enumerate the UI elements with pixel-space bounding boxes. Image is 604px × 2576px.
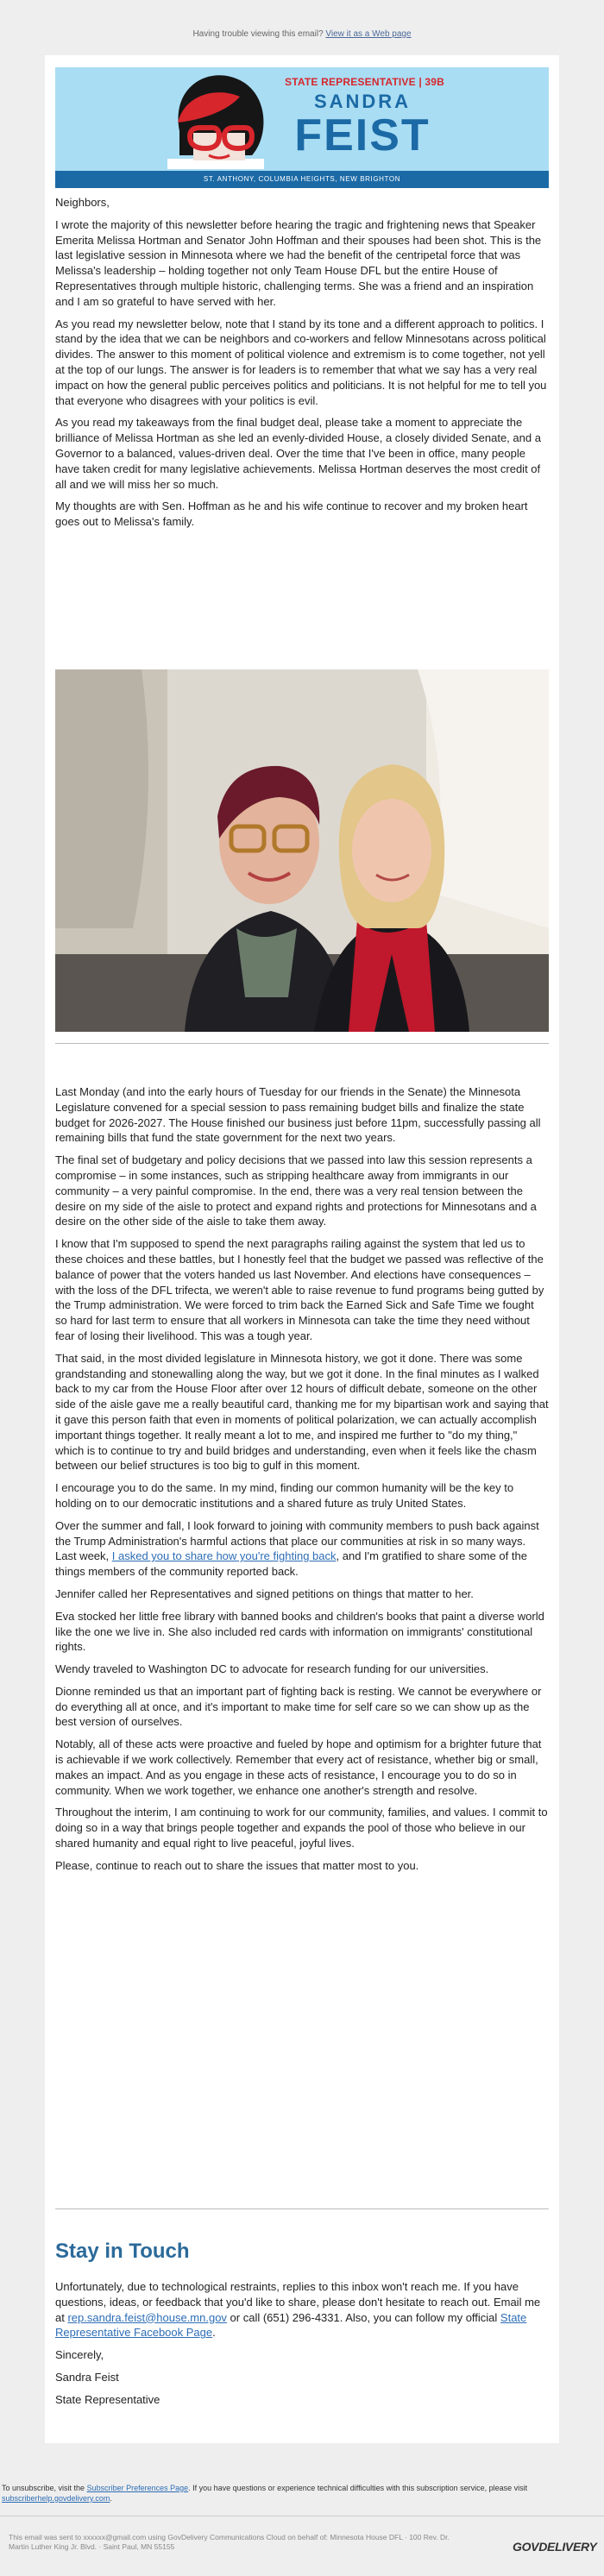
body-paragraph: Dionne reminded us that an important part of fighting back is resting. We cannot be everywhere or do everything all at once, and it's important to make time for self care so we can show up as the best version of ourselves. [55, 1684, 542, 1729]
body-paragraph: Jennifer called her Representatives and signed petitions on things that matter to her. [55, 1586, 474, 1600]
intro-paragraph: As you read my takeaways from the final budget deal, please take a moment to appreciate the brilliance of Melissa Hortman as she led an evenly-divided House, a closely divided Senate, and a Governor to a balanced, values-driven deal. Over the time that I've been in office, many people have taken credit for many legislative achievements. Melissa Hortman deserves the most credit of all and we will miss her so much. [55, 416, 541, 491]
govdelivery-logo[interactable]: GOVDELIVERY [513, 2540, 597, 2554]
p6-after: , and I'm gratified to share some of the things members of the community reported back. [55, 1549, 527, 1579]
signature-name: Sandra Feist [55, 2370, 119, 2384]
sign-off: Sincerely, [55, 2348, 104, 2362]
body-paragraph: The final set of budgetary and policy decisions that we passed into law this session represents a compromise – in some instances, such as stripping healthcare away from immigrants in our community – a very painful compromise. In the end, there was a very real tension between the desire on my side of the aisle to protect and expand rights and protections for Minnesotans and a desire on the other side of the aisle to take them away. [55, 1153, 537, 1228]
district-cities-strip: ST. ANTHONY, COLUMBIA HEIGHTS, NEW BRIGHTON [55, 171, 549, 188]
photo-illustration [55, 669, 549, 1032]
portrait-logo-icon [155, 71, 276, 169]
contact-text: or call (651) 296-4331. Also, you can follow my official [226, 2310, 500, 2324]
newsletter-banner [55, 67, 549, 188]
representative-district: STATE REPRESENTATIVE | 39B [285, 76, 445, 88]
intro-paragraph: My thoughts are with Sen. Hoffman as he and his wife continue to recover and my broken heart goes out to Melissa's family. [55, 499, 528, 529]
budget-update-section [55, 1084, 549, 1881]
body-paragraph: Last Monday (and into the early hours of Tuesday for our friends in the Senate) the Minnesota Legislature convened for a special session to pass remaining budget bills and finalize the state budget for 2026-2027. The House finished our business just before 11pm, successfully passing all remaining bills that fund the state government for the next two years. [55, 1085, 541, 1145]
body-paragraph: Please, continue to reach out to share the issues that matter most to you. [55, 1858, 419, 1872]
contact-paragraph [55, 2279, 549, 2340]
intro-section [55, 195, 549, 537]
facebook-page-link[interactable]: State Representative Facebook Page [55, 2310, 527, 2340]
intro-paragraph: I wrote the majority of this newsletter before hearing the tragic and frightening news that Speaker Emerita Melissa Hortman and Senator John Hoffman and their spouses had been shot. This is the last legislative session in Minnesota where we had the benefit of the centripetal force that was Melissa's leadership – holding together not only Team House DFL but the entire House of Representatives through multiple historic, challenging terms. She was a friend and an inspiration and I am so grateful to have served with her. [55, 217, 542, 308]
body-paragraph: Notably, all of these acts were proactive and fueled by hope and optimism for a brighter future that is achievable if we work collectively. Remember that every act of resistance, whether big or small, makes an impact. And as you engage in these acts of resistance, I encourage you to do so in community. When we work together, we enhance one another's strength and resolve. [55, 1737, 542, 1797]
body-paragraph: That said, in the most divided legislature in Minnesota history, we got it done. There was some grandstanding and stonewalling along the way, but we got it done. In the final minutes as I walked back to my car from the House Floor after over 12 hours of difficult debate, someone on the other side of the aisle gave me a really beautiful card, thanking me for my bipartisan work and saying that it gave this person faith that even in moments of political polarization, we can actually accomplish important things together. It really meant a lot to me, and inspired me further to "do my thing," which is to continue to try and build bridges and understanding, even when it feels like the chasm between our belief structures is too big to gulf in this moment. [55, 1351, 549, 1473]
section-divider [55, 2208, 549, 2209]
intro-paragraph: As you read my newsletter below, note that I stand by its tone and a different approach to politics. I stand by the idea that we can be neighbors and co-workers and fellow Minnesotans across political divides. The answer to this moment of political violence and extremism is to come together, not yell at the top of our lungs. The answer is for leaders is to remember that what we say has a very real impact on how the general public perceives politics and politicians. It is not helpful for me to tell you that everyone who disagrees with your politics is evil. [55, 317, 547, 407]
body-paragraph: Eva stocked her little free library with banned books and children's books that paint a diverse world like the one we live in. She also included red cards with information on immigrants' constitutional rights. [55, 1609, 544, 1654]
subscriber-help-link[interactable]: subscriberhelp.govdelivery.com [2, 2494, 110, 2503]
p6-before: Over the summer and fall, I look forward to joining with community members to push back against the Trump Administration's harmful actions that place our communities at risk in so many ways. Last week, [55, 1518, 539, 1563]
last-name: FEIST [294, 110, 431, 160]
first-name: SANDRA [313, 91, 412, 112]
footer-text: To unsubscribe, visit the [2, 2484, 87, 2492]
body-paragraph: Throughout the interim, I am continuing to work for our community, families, and values. I commit to doing so in a way that brings people together and expands the pool of those who believe in our shared humanity and equal right to live peaceful, joyful lives. [55, 1806, 548, 1850]
stay-in-touch-section [55, 2279, 549, 2415]
footer-text: . [110, 2494, 112, 2503]
contact-text: Unfortunately, due to technological restraints, replies to this inbox won't reach me. If you have questions, ideas, or feedback that you'd like to share, please don't hesitate to reach out. Email me at [55, 2280, 541, 2324]
banner-title-block [285, 76, 445, 160]
view-as-web-page-link[interactable]: View it as a Web page [325, 29, 412, 39]
section-divider [55, 1043, 549, 1044]
email-card [45, 55, 559, 2443]
body-paragraph [55, 1518, 549, 1580]
photo-two-legislators [55, 669, 549, 1032]
body-paragraph: I know that I'm supposed to spend the next paragraphs railing against the system that led us to these choices and these battles, but I honestly feel that the budget we passed was reflective of the balance of power that the voters handed us last November. And elections have consequences – with the loss of the DFL trifecta, we weren't able to raise revenue to fund programs being gutted by the Trump administration. We were forced to trim back the Earned Sick and Safe Time we fought so hard for last term to ensure that all workers in Minnesota can take the time they need without fear of losing their livelihood. This was a tough year. [55, 1237, 544, 1342]
share-fighting-back-link[interactable]: I asked you to share how you're fighting back [111, 1549, 337, 1563]
footer-text: . If you have questions or experience technical difficulties with this subscription service, please visit [188, 2484, 528, 2492]
sent-by-notice: This email was sent to xxxxxx@gmail.com using GovDelivery Communications Cloud on behalf of: Minnesota House DFL · 100 Rev. Dr. Martin Luther King Jr. Blvd. · Saint Paul, MN 55155 [9, 2533, 450, 2551]
email-link[interactable]: rep.sandra.feist@house.mn.gov [67, 2310, 227, 2324]
contact-text: . [212, 2326, 216, 2340]
preheader-text: Having trouble viewing this email? [192, 29, 324, 39]
body-paragraph: Wendy traveled to Washington DC to advocate for research funding for our universities. [55, 1662, 489, 1676]
body-paragraph: I encourage you to do the same. In my mind, finding our common humanity will be the key to holding on to our democratic institutions and a shared future as truly United States. [55, 1481, 514, 1510]
preheader [0, 29, 604, 39]
stay-in-touch-heading: Stay in Touch [55, 2240, 190, 2263]
greeting: Neighbors, [55, 196, 110, 209]
subscription-footer [0, 2483, 604, 2504]
signature-role: State Representative [55, 2392, 160, 2406]
subscriber-preferences-link[interactable]: Subscriber Preferences Page [86, 2484, 189, 2492]
